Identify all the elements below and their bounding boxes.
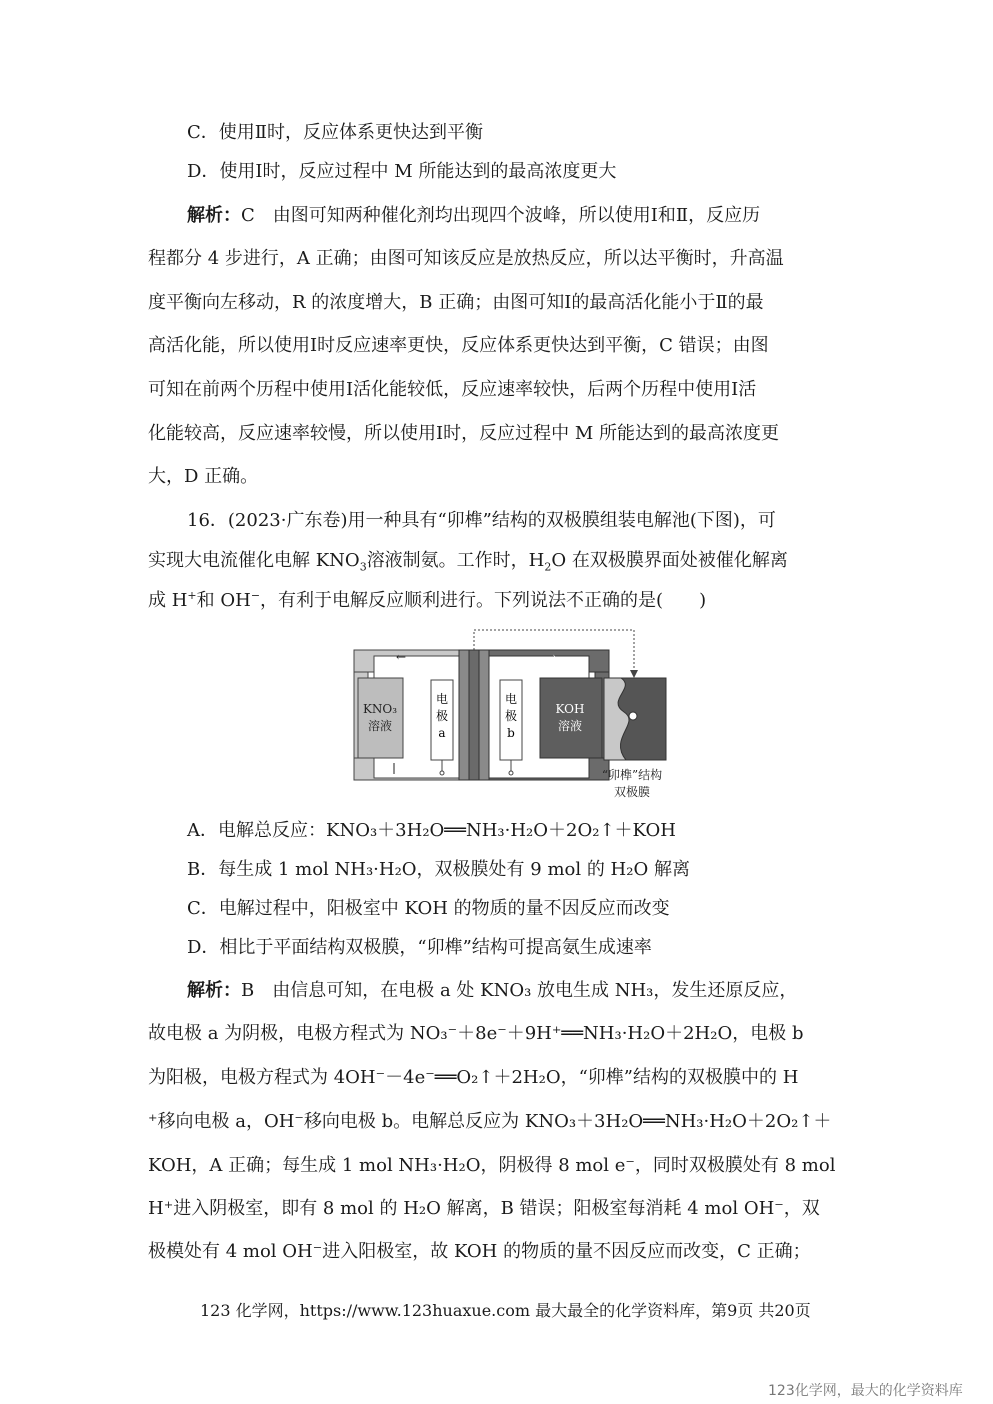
right-solution-label-2: 溶液 — [557, 719, 583, 733]
watermark: 123化学网，最大的化学资料库 — [768, 1383, 963, 1399]
question-16-line-2: 实现大电流催化电解 $KNO_3$溶液制氨。工作时，$H_2O$ 在双极膜界面处被催化解离 — [148, 550, 788, 574]
analysis-line-4: 高活化能，所以使用Ⅰ时反应速率更快，反应体系更快达到平衡，C 错误；由图 — [148, 335, 769, 356]
option-16-d: D．相比于平面结构双极膜，“卯榫”结构可提高氨生成速率 — [187, 937, 652, 958]
membrane-inset-particle — [629, 712, 637, 720]
analysis2-line-2: 故电极 a 为阴极，电极方程式为 NO₃⁻＋8e⁻＋9H⁺══NH₃·H₂O＋2H₂O，电极 b — [148, 1023, 804, 1044]
analysis2-line-4: ⁺移向电极 a，OH⁻移向电极 b。电解总反应为 KNO₃＋3H₂O══NH₃·H₂O＋2O₂↑＋ — [148, 1111, 832, 1132]
analysis-line-5: 可知在前两个历程中使用Ⅰ活化能较低，反应速率较快，后两个历程中使用Ⅰ活 — [148, 379, 757, 400]
analysis-line-6: 化能较高，反应速率较慢，所以使用Ⅰ时，反应过程中 M 所能达到的最高浓度更 — [148, 423, 779, 444]
circuit-arrow — [630, 670, 638, 678]
left-solution-label-2: 溶液 — [367, 719, 393, 733]
option-16-c: C．电解过程中，阳极室中 KOH 的物质的量不因反应而改变 — [187, 898, 670, 919]
electrode-a-char-3: a — [438, 726, 446, 740]
electrode-b-char-3: b — [507, 726, 515, 740]
analysis-line-1: 解析：C 由图可知两种催化剂均出现四个波峰，所以使用Ⅰ和Ⅱ，反应历 — [187, 205, 761, 226]
membrane-caption-2: 双极膜 — [613, 785, 651, 799]
analysis2-line-6: H⁺进入阴极室，即有 8 mol 的 H₂O 解离，B 错误；阳极室每消耗 4 mol OH⁻，双 — [148, 1198, 820, 1219]
page-footer: 123 化学网，https://www.123huaxue.com 最大最全的化学资料库，第9页 共20页 — [200, 1301, 811, 1320]
question-16-line-3: 成 H+和 OH−，有利于电解反应顺利进行。下列说法不正确的是( ) — [148, 589, 707, 611]
left-flow-arrow: ← — [395, 650, 407, 664]
analysis2-line-3: 为阳极，电极方程式为 4OH⁻－4e⁻══O₂↑＋2H₂O，“卯榫”结构的双极膜中的 H — [148, 1067, 799, 1088]
membrane-layer-1 — [459, 650, 469, 780]
analysis-line-3: 度平衡向左移动，R 的浓度增大，B 正确；由图可知Ⅰ的最高活化能小于Ⅱ的最 — [148, 292, 764, 313]
right-solution-label-1: KOH — [555, 702, 585, 716]
analysis2-label: 解析： — [187, 980, 241, 1001]
option-16-a: A．电解总反应：KNO₃＋3H₂O══NH₃·H₂O＋2O₂↑＋KOH — [187, 820, 676, 841]
membrane-layer-3 — [479, 650, 489, 780]
electrode-b-char-1: 电 — [504, 692, 518, 706]
membrane-caption-1: “卯榫”结构 — [601, 768, 663, 782]
analysis-line-2: 程都分 4 步进行，A 正确；由图可知该反应是放热反应，所以达平衡时，升高温 — [148, 248, 784, 269]
left-solution-box — [358, 678, 403, 758]
option-c: C．使用Ⅱ时，反应体系更快达到平衡 — [187, 122, 484, 143]
electrode-a-char-2: 极 — [435, 709, 449, 723]
right-flow-arrow: → — [545, 650, 557, 664]
left-solution-label-1: KNO₃ — [362, 702, 398, 716]
electrode-a-char-1: 电 — [435, 692, 449, 706]
analysis2-line-7: 极模处有 4 mol OH⁻进入阳极室，故 KOH 的物质的量不因反应而改变，C 正确； — [148, 1241, 811, 1262]
analysis-line-7: 大，D 正确。 — [148, 466, 259, 487]
analysis-label: 解析： — [187, 205, 241, 226]
electrolysis-cell-diagram — [346, 628, 671, 800]
question-16-line-1: 16．(2023·广东卷)用一种具有“卯榫”结构的双极膜组装电解池(下图)，可 — [187, 510, 776, 531]
analysis2-line-5: KOH，A 正确；每生成 1 mol NH₃·H₂O，阴极得 8 mol e⁻，同时双极膜处有 8 mol — [148, 1155, 836, 1176]
option-d: D．使用Ⅰ时，反应过程中 M 所能达到的最高浓度更大 — [187, 161, 617, 182]
membrane-layer-2 — [469, 650, 479, 780]
electrode-b-char-2: 极 — [504, 709, 518, 723]
option-16-b: B．每生成 1 mol NH₃·H₂O，双极膜处有 9 mol 的 H₂O 解离 — [187, 859, 690, 880]
right-solution-box — [540, 678, 602, 758]
analysis2-line-1: 解析：B 由信息可知，在电极 a 处 KNO₃ 放电生成 NH₃，发生还原反应， — [187, 980, 798, 1001]
